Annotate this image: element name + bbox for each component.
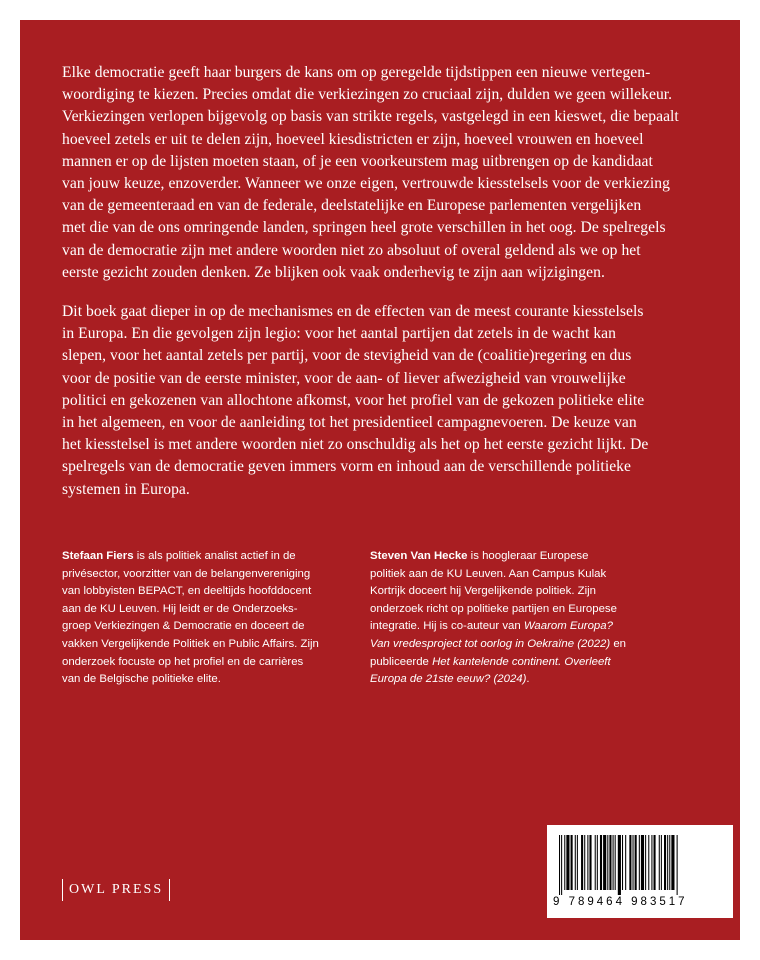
book-title: Het kantelende continent. Overleeft [432, 655, 611, 668]
barcode-bar [651, 835, 652, 890]
barcode-bar [564, 835, 565, 890]
barcode-bar [669, 835, 670, 890]
barcode-bar [664, 835, 666, 890]
barcode-bar [589, 835, 591, 890]
text-line: eerste gezicht zouden denken. Ze blijken ook vaak onderhevig te zijn aan wijzigingen. [62, 263, 605, 281]
barcode-bar [603, 835, 606, 890]
text-line: politici en gekozenen van allochtone afkomst, voor het profiel van de gekozen politieke elite [62, 391, 645, 409]
text-line: in het algemeen, en voor de aanleiding tot het presidentieel campagnevoeren. De keuze van [62, 414, 637, 432]
text-line: onderzoek focuste op het profiel en de carrières [62, 655, 304, 668]
blurb-paragraph-2 [62, 301, 710, 501]
bio-text: . [526, 673, 530, 686]
barcode-bar [633, 835, 634, 890]
bio-text: is als politiek analist actief in de [133, 550, 296, 562]
barcode-bar [654, 835, 656, 890]
text-line [62, 548, 402, 566]
author-name: Steven Van Hecke [370, 550, 468, 562]
text-line: hoeveel zetels er uit te delen zijn, hoeveel kiesdistricten er zijn, hoeveel vrouwen en hoeveel [62, 130, 644, 148]
barcode-bar [618, 835, 621, 895]
text-line: van de democratie zijn met andere woorden niet zo absoluut of overal geldend als we op het [62, 241, 641, 259]
text-line: van lobbyisten BEPACT, en deeltijds hoofddocent [62, 585, 312, 598]
publisher-logo-text: OWL PRESS [69, 882, 164, 897]
text-line [370, 636, 710, 654]
barcode-bar [639, 835, 640, 890]
author-bio-steven-van-hecke [370, 548, 710, 689]
barcode-bar [645, 835, 646, 890]
text-line: vakken Vergelijkende Politiek en Public Affairs. Zijn [62, 637, 319, 650]
barcode-bar [629, 835, 631, 890]
book-title: Van vredesproject tot oorlog in Oekraïne (2022) [370, 637, 611, 650]
barcode-bar [622, 835, 623, 890]
text-line: Elke democratie geeft haar burgers de kans om op geregelde tijdstippen een nieuwe vertegen- [62, 64, 651, 81]
barcode-bar [571, 835, 573, 890]
barcode-bar [607, 835, 608, 890]
barcode-bar [584, 835, 585, 890]
barcode-bar [597, 835, 598, 890]
back-cover [20, 20, 740, 940]
barcode-bar [577, 835, 578, 890]
barcode-bar [566, 835, 569, 890]
barcode-bar [677, 835, 678, 895]
barcode-bar [600, 835, 602, 890]
author-bio-stefaan-fiers [62, 548, 402, 689]
book-title: Waarom Europa? [523, 620, 613, 633]
text-line: politiek aan de KU Leuven. Aan Campus Kulak [370, 567, 607, 580]
text-line: privésector, voorzitter van de belangenvereniging [62, 567, 311, 580]
text-line: met die van de ons omringende landen, springen heel grote verschillen in het oog. De spelregels [62, 219, 666, 237]
bio-text: publiceerde [370, 655, 433, 668]
barcode-bar [635, 835, 637, 890]
text-line: in Europa. En die gevolgen zijn legio: voor het aantal partijen dat zetels in de wacht kan [62, 325, 616, 343]
barcode-bar [641, 835, 644, 890]
barcode [547, 825, 733, 918]
text-line: woordiging te kiezen. Precies omdat die verkiezingen zo cruciaal zijn, dulden we geen willekeur. [62, 86, 673, 104]
text-line: onderzoek richt op politieke partijen en Europese [370, 602, 617, 615]
book-title: Europa de 21ste eeuw? (2024) [370, 673, 527, 686]
text-line: Dit boek gaat dieper in op de mechanismes en de effecten van de meest courante kiesstelsels [62, 303, 644, 320]
text-line: aan de KU Leuven. Hij leidt er de Onderzoeks- [62, 602, 298, 615]
barcode-bar [625, 835, 626, 890]
barcode-bar [559, 835, 560, 895]
text-line: spelregels van de democratie geven immers vorm en inhoud aan de verschillende politieke [62, 458, 631, 476]
publisher-logo [62, 879, 170, 901]
text-line: Kortrijk doceert hij Vergelijkende politiek. Zijn [370, 585, 597, 598]
isbn-number: 9 789464 983517 [553, 896, 688, 908]
text-line [370, 671, 710, 689]
text-line: slepen, voor het aantal zetels per partij, voor de stevigheid van de (coalitie)regering en dus [62, 347, 632, 365]
text-line: Verkiezingen verlopen bijgevolg op basis van strikte regels, vastgelegd in een kieswet, die bepaalt [62, 108, 679, 126]
barcode-bar [667, 835, 668, 890]
barcode-bar [613, 835, 614, 890]
barcode-bar [609, 835, 611, 890]
bio-text: integratie. Hij is co-auteur van [370, 620, 524, 633]
text-line: groep Verkiezingen & Democratie en doceert de [62, 620, 305, 633]
barcode-bar [615, 835, 616, 890]
barcode-bars [557, 835, 723, 895]
barcode-bar [581, 835, 583, 890]
text-line: van de Belgische politieke elite. [62, 673, 221, 686]
bio-text: en [610, 637, 627, 650]
barcode-bar [595, 835, 596, 890]
text-line: van jouw keuze, enzoverder. Wanneer we onze eigen, vertrouwde kiesstelsels voor de verkiezing [62, 175, 670, 193]
text-line: systemen in Europa. [62, 480, 190, 498]
barcode-bar [661, 835, 662, 890]
bio-text: is hoogleraar Europese [467, 550, 589, 562]
barcode-bar [671, 835, 674, 890]
barcode-bar [561, 835, 562, 895]
text-line: van de gemeenteraad en van de federale, deelstatelijke en Europese parlementen vergelijken [62, 197, 642, 215]
text-line: mannen er op de lijsten moeten staan, of je een voorkeurstem mag uitbrengen op de kandidaat [62, 152, 653, 170]
barcode-bar [648, 835, 649, 890]
text-line [370, 548, 710, 566]
barcode-bar [587, 835, 588, 890]
text-line: voor de positie van de eerste minister, voor de aan- of liever afwezigheid van vrouwelijke [62, 369, 626, 387]
author-name: Stefaan Fiers [62, 550, 134, 562]
text-line: het kiesstelsel is met andere woorden niet zo onschuldig als het op het eerste gezicht lijkt. De [62, 436, 649, 454]
barcode-bar [575, 835, 576, 890]
text-line [370, 654, 710, 672]
barcode-bar [659, 835, 660, 890]
blurb-paragraph-1 [62, 62, 710, 284]
text-line [370, 618, 710, 636]
